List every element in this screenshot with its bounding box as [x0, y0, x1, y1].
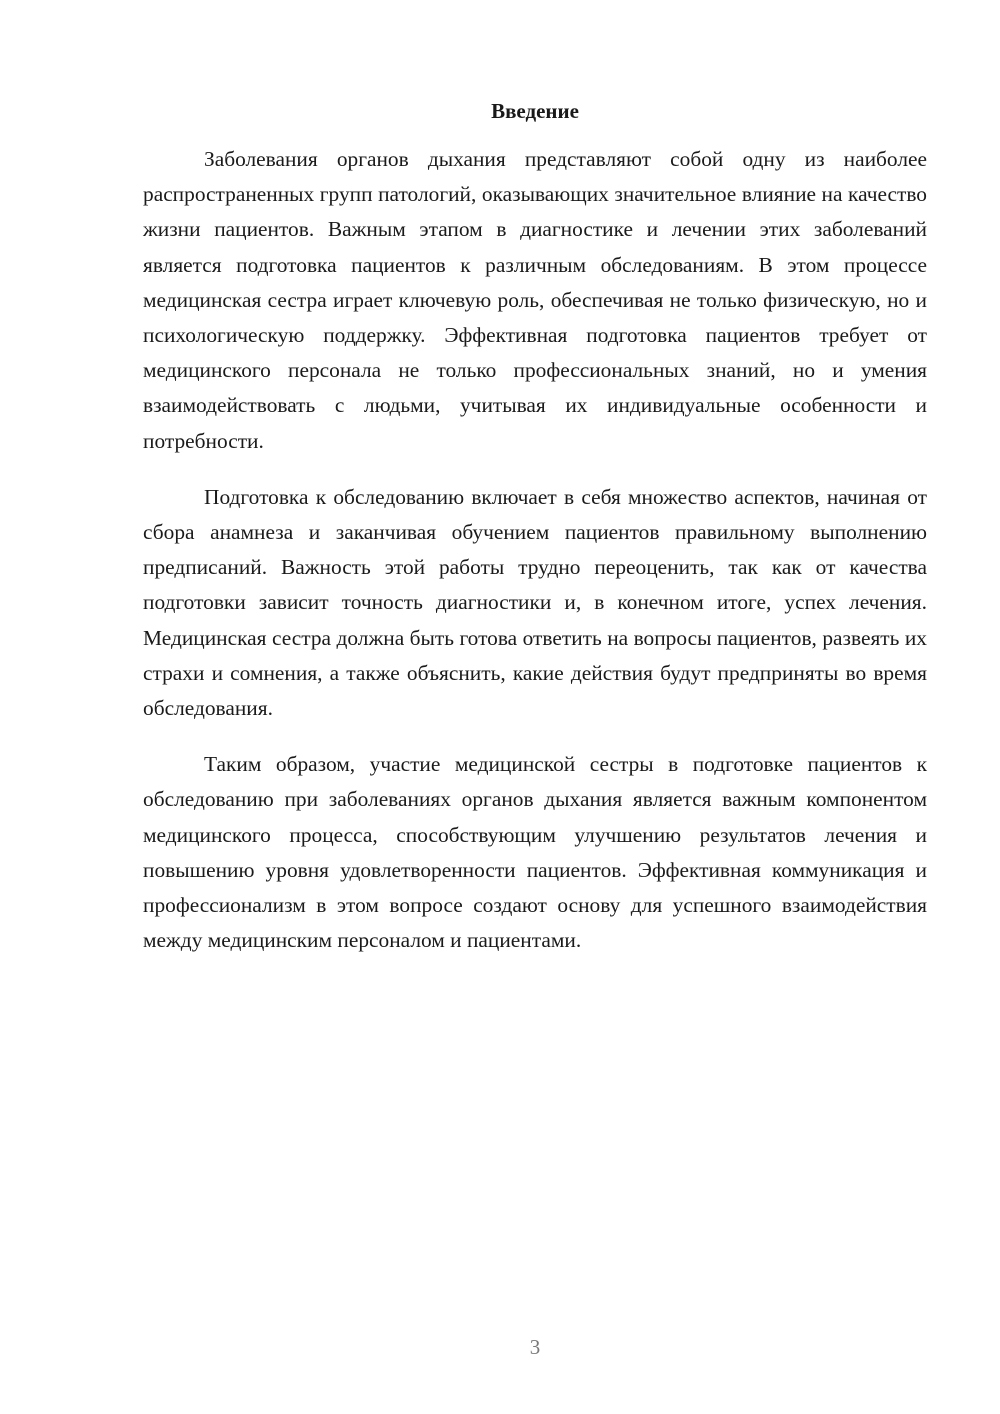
paragraph-1: Заболевания органов дыхания представляют собой одну из наиболее распространенных групп патологий, оказывающих значительное влияние на качество жизни пациентов. Важным этапом в диагностике и лечении этих заболеваний является подготовка пациентов к различным обследованиям. В этом процессе медицинская сестра играет ключевую роль, обеспечивая не только физическую, но и психологическую поддержку. Эффективная подготовка пациентов требует от медицинского персонала не только профессиональных знаний, но и умения взаимодействовать с людьми, учитывая их индивидуальные особенности и потребности. — [143, 147, 927, 453]
paragraph-3: Таким образом, участие медицинской сестры в подготовке пациентов к обследованию при заболеваниях органов дыхания является важным компонентом медицинского процесса, способствующим улучшению результатов лечения и повышению уровня удовлетворенности пациентов. Эффективная коммуникация и профессионализм в этом вопросе создают основу для успешного взаимодействия между медицинским персоналом и пациентами. — [143, 752, 927, 953]
body-text — [143, 142, 927, 958]
paragraph-2: Подготовка к обследованию включает в себя множество аспектов, начиная от сбора анамнеза и заканчивая обучением пациентов правильному выполнению предписаний. Важность этой работы трудно переоценить, так как от качества подготовки зависит точность диагностики и, в конечном итоге, успех лечения. Медицинская сестра должна быть готова ответить на вопросы пациентов, развеять их страхи и сомнения, а также объяснить, какие действия будут предприняты во время обследования. — [143, 484, 927, 721]
page-number: 3 — [529, 1335, 541, 1359]
section-heading: Введение — [491, 99, 579, 123]
